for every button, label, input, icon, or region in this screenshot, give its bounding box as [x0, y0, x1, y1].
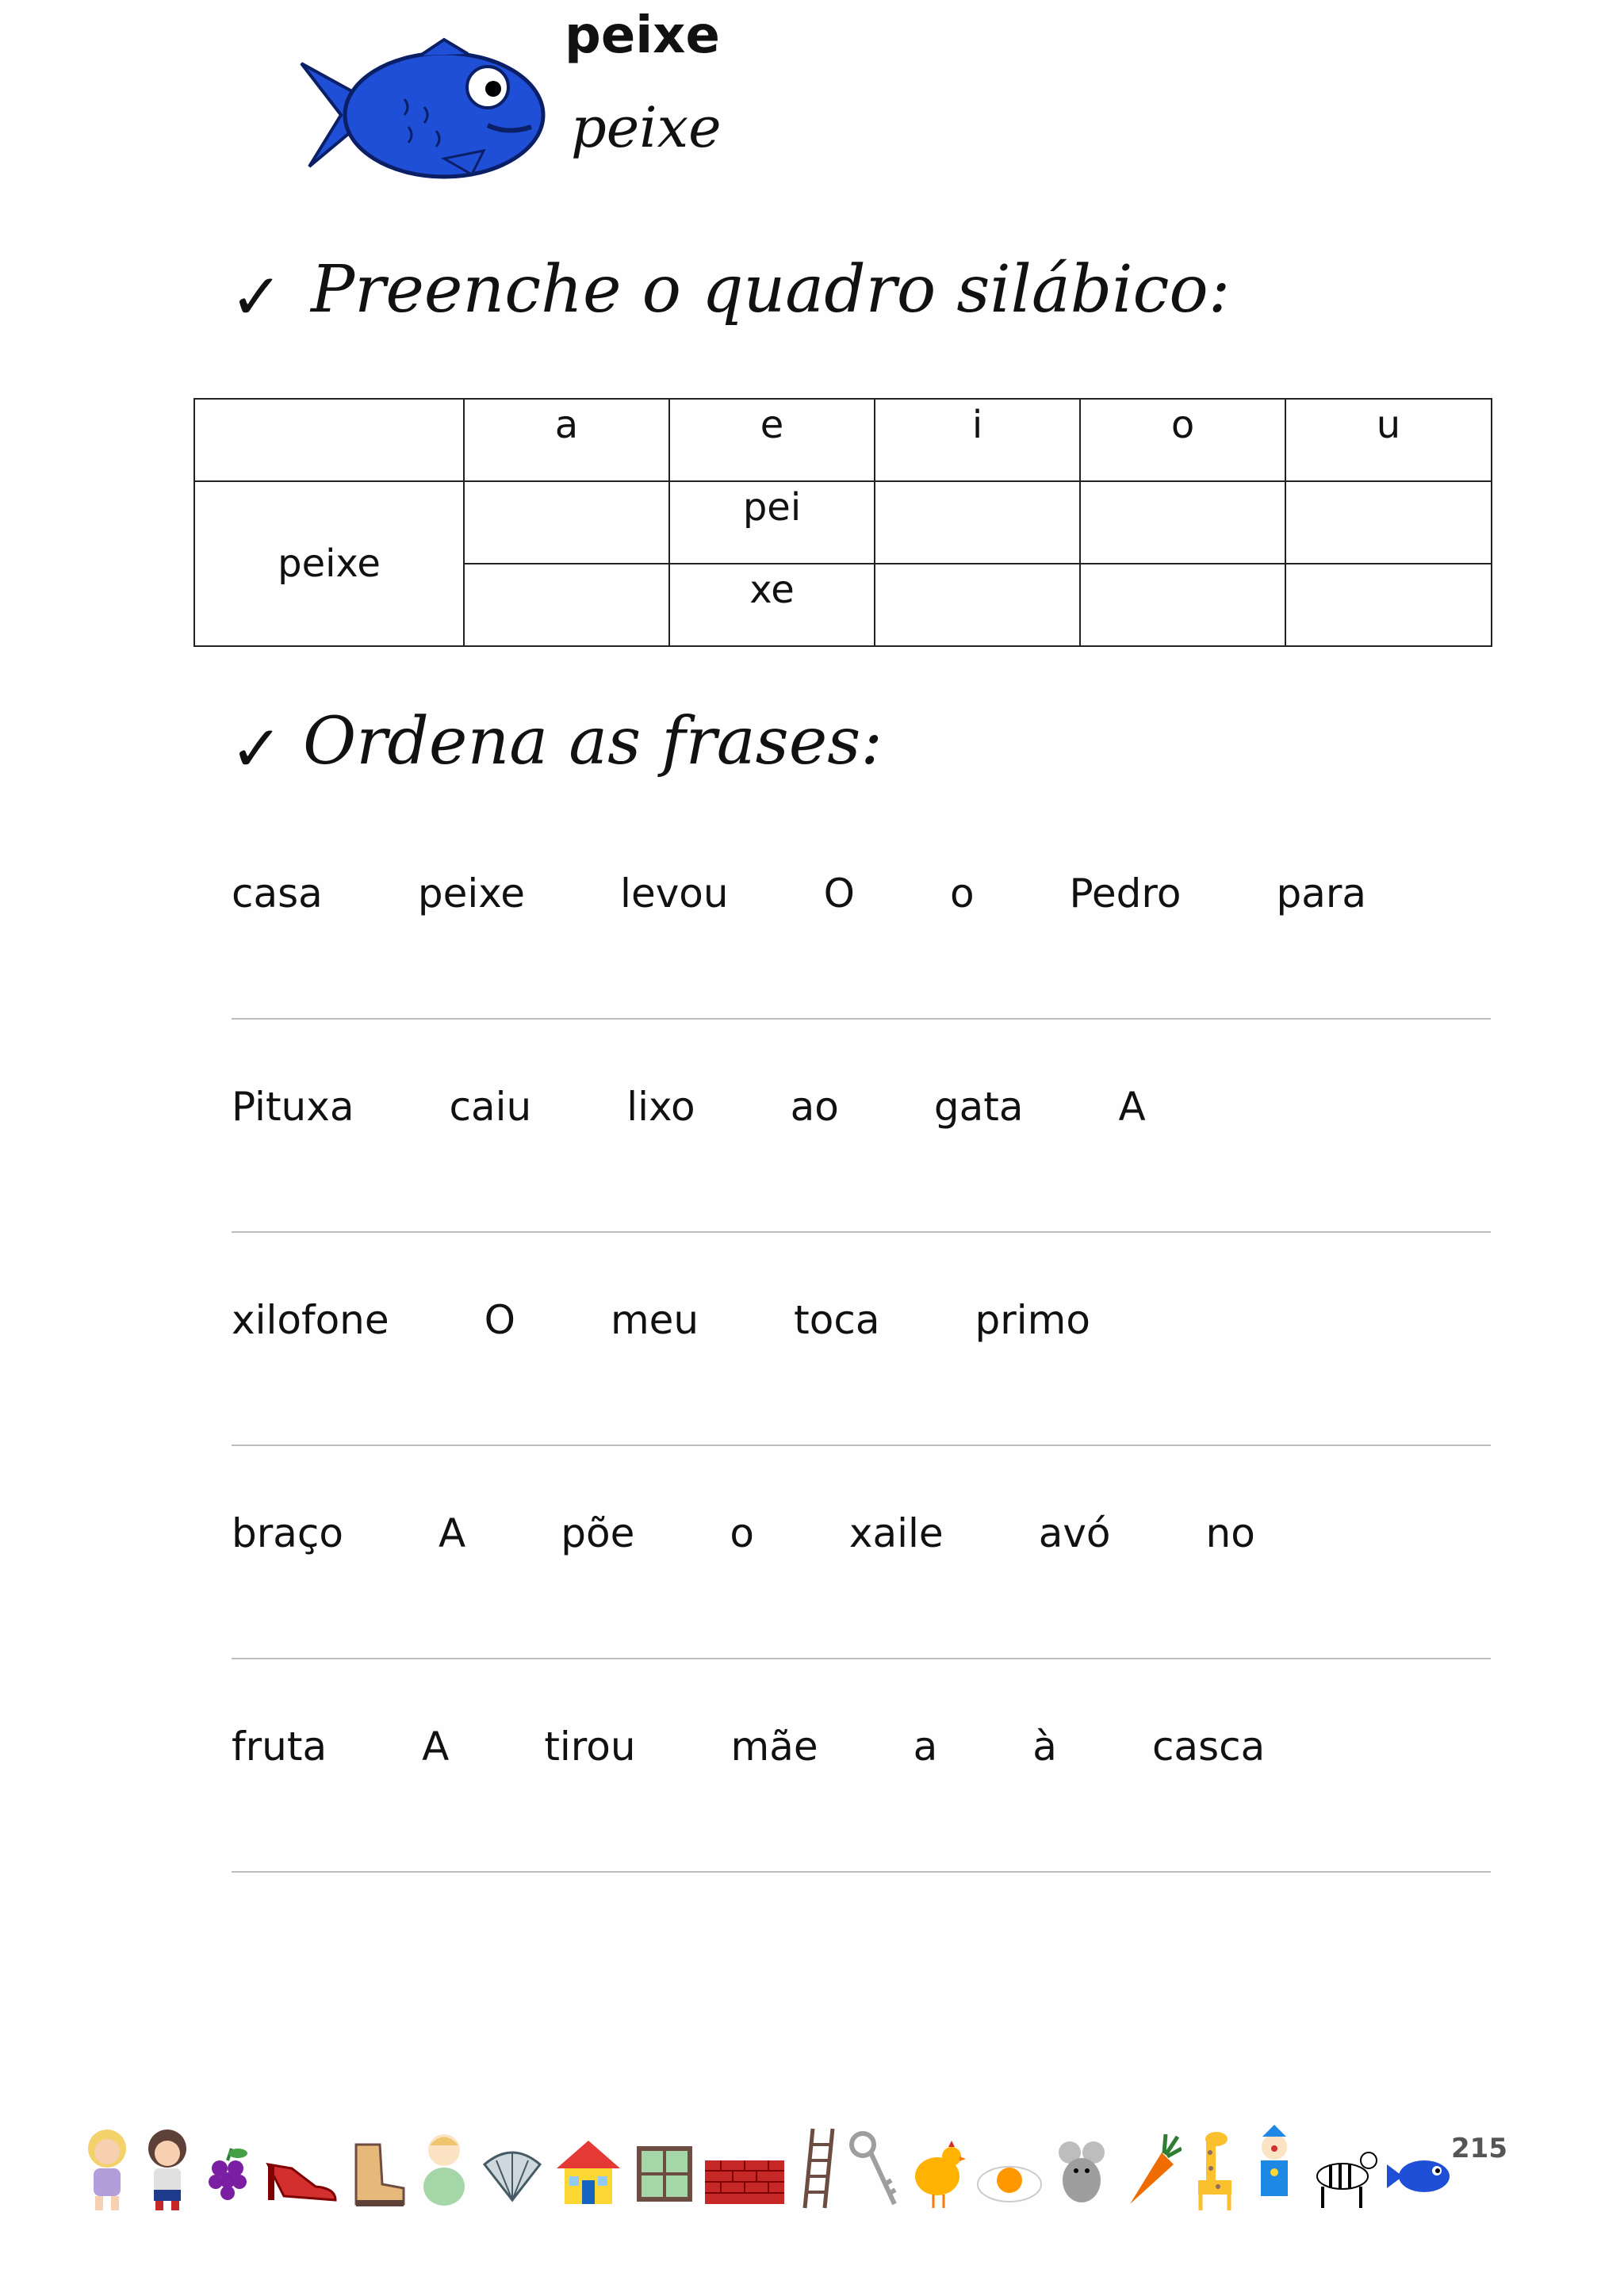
sentence-row-2 [232, 1084, 1491, 1133]
word: a [913, 1724, 938, 1770]
word: peixe [417, 871, 526, 916]
table-cell[interactable] [464, 481, 669, 564]
instruction-fill-table: Preenche o quadro silábico: [311, 252, 1231, 327]
hen-icon [906, 2125, 969, 2212]
vowel-header-i: i [875, 399, 1080, 481]
vowel-header-a: a [464, 399, 669, 481]
word: toca [794, 1297, 880, 1343]
word: ao [790, 1084, 839, 1130]
word: casa [232, 871, 323, 916]
vowel-header-e: e [669, 399, 875, 481]
fan-icon [481, 2125, 544, 2212]
word: gata [933, 1084, 1024, 1130]
word-cursive: peixe [571, 95, 722, 160]
fish-icon [285, 32, 555, 190]
clown-icon [1247, 2125, 1302, 2212]
word: o [949, 871, 975, 916]
answer-line-2[interactable] [232, 1231, 1491, 1233]
sentence-row-3 [232, 1297, 1491, 1346]
table-cell[interactable] [1080, 564, 1285, 646]
table-corner-cell [194, 399, 464, 481]
instruction-order-sentences: Ordena as frases: [303, 704, 883, 779]
carrot-icon [1118, 2125, 1182, 2212]
word: lixo [626, 1084, 695, 1130]
fish-icon [1383, 2125, 1454, 2212]
table-cell[interactable]: pei [669, 481, 875, 564]
wall-icon [701, 2125, 788, 2212]
word: no [1205, 1510, 1255, 1556]
table-cell[interactable] [1285, 564, 1492, 646]
sentence-row-5 [232, 1724, 1491, 1773]
word: põe [561, 1510, 635, 1556]
house-icon [549, 2125, 628, 2212]
word: O [484, 1297, 515, 1343]
egg-icon [974, 2125, 1045, 2212]
vowel-header-o: o [1080, 399, 1285, 481]
giraffe-icon [1186, 2125, 1242, 2212]
answer-line-1[interactable] [232, 1018, 1491, 1020]
page-number: 215 [1451, 2133, 1507, 2164]
table-header-row [194, 399, 1492, 481]
word: avó [1038, 1510, 1111, 1556]
answer-line-3[interactable] [232, 1445, 1491, 1446]
ladder-icon [793, 2125, 841, 2212]
word: A [1118, 1084, 1146, 1130]
word: primo [975, 1297, 1090, 1343]
table-cell[interactable] [1285, 481, 1492, 564]
word: A [422, 1724, 450, 1770]
word: xaile [848, 1510, 944, 1556]
word: braço [232, 1510, 344, 1556]
zebra-icon [1307, 2125, 1378, 2212]
table-row [194, 481, 1492, 564]
table-cell[interactable] [875, 564, 1080, 646]
shoe-icon [260, 2125, 339, 2212]
footer-icon-strip [79, 2101, 1467, 2212]
word: fruta [232, 1724, 327, 1770]
sentence-row-1 [232, 871, 1491, 920]
row-label-cell: peixe [194, 481, 464, 646]
baby-icon [412, 2125, 476, 2212]
mouse-icon [1050, 2125, 1113, 2212]
word: tirou [544, 1724, 636, 1770]
word: A [439, 1510, 466, 1556]
word: meu [610, 1297, 699, 1343]
table-cell[interactable] [875, 481, 1080, 564]
word: Pituxa [232, 1084, 354, 1130]
word: para [1276, 871, 1367, 916]
word-print: peixe [565, 6, 720, 65]
answer-line-5[interactable] [232, 1871, 1491, 1873]
word: O [823, 871, 855, 916]
table-cell[interactable] [1080, 481, 1285, 564]
vowel-header-u: u [1285, 399, 1492, 481]
word: à [1032, 1724, 1057, 1770]
word: o [730, 1510, 754, 1556]
boot-icon [344, 2125, 408, 2212]
answer-line-4[interactable] [232, 1658, 1491, 1659]
word: xilofone [232, 1297, 389, 1343]
table-cell[interactable]: xe [669, 564, 875, 646]
syllable-table [193, 398, 1492, 647]
word: levou [620, 871, 729, 916]
checkmark-icon: ✓ [230, 260, 284, 334]
table-cell[interactable] [464, 564, 669, 646]
word: Pedro [1069, 871, 1182, 916]
grapes-icon [200, 2125, 255, 2212]
girl-icon [79, 2125, 135, 2212]
key-icon [845, 2125, 901, 2212]
word: casca [1151, 1724, 1266, 1770]
checkmark-icon: ✓ [230, 712, 284, 786]
boy-icon [140, 2125, 195, 2212]
window-icon [633, 2125, 696, 2212]
word: caiu [449, 1084, 532, 1130]
word: mãe [730, 1724, 818, 1770]
sentence-row-4 [232, 1510, 1491, 1559]
